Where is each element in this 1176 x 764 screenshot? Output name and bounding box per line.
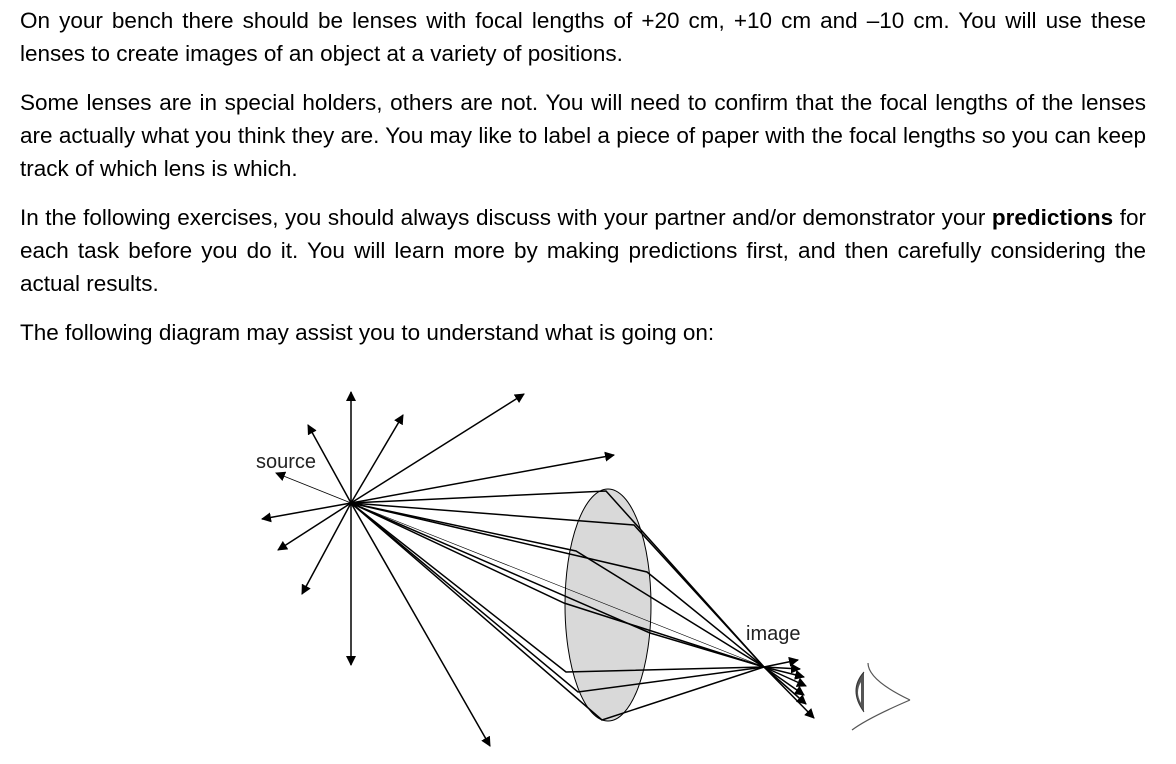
- paragraph-diagram-intro: The following diagram may assist you to understand what is going on:: [20, 320, 715, 345]
- optical-axis: [351, 503, 764, 667]
- image-label: image: [746, 623, 801, 645]
- source-label-pointer: [276, 473, 351, 503]
- predictions-text-post: for each task before you do it. You will learn more by making predictions first, and then carefully considering the actual results.: [20, 205, 1146, 296]
- predictions-text-pre: In the following exercises, you should always discuss with your partner and/or demonstrator your: [20, 205, 992, 230]
- predictions-bold-word: predictions: [991, 205, 1114, 230]
- converging-rays: [351, 491, 764, 720]
- image-diverging-rays: [764, 660, 814, 718]
- paragraph-lens-holders: Some lenses are in special holders, others are not. You will need to confirm that the focal lengths of the lenses are actually what you think they are. You may like to label a piece of paper with the focal lengths so you can keep track of which lens is which.: [20, 90, 1146, 181]
- source-label: source: [256, 451, 317, 473]
- source-diverging-rays: [262, 392, 614, 746]
- paragraph-lenses-intro: On your bench there should be lenses with focal lengths of +20 cm, +10 cm and –10 cm. You will use these lenses to create images of an object at a variety of positions.: [20, 8, 1146, 66]
- eye-icon: [852, 663, 910, 730]
